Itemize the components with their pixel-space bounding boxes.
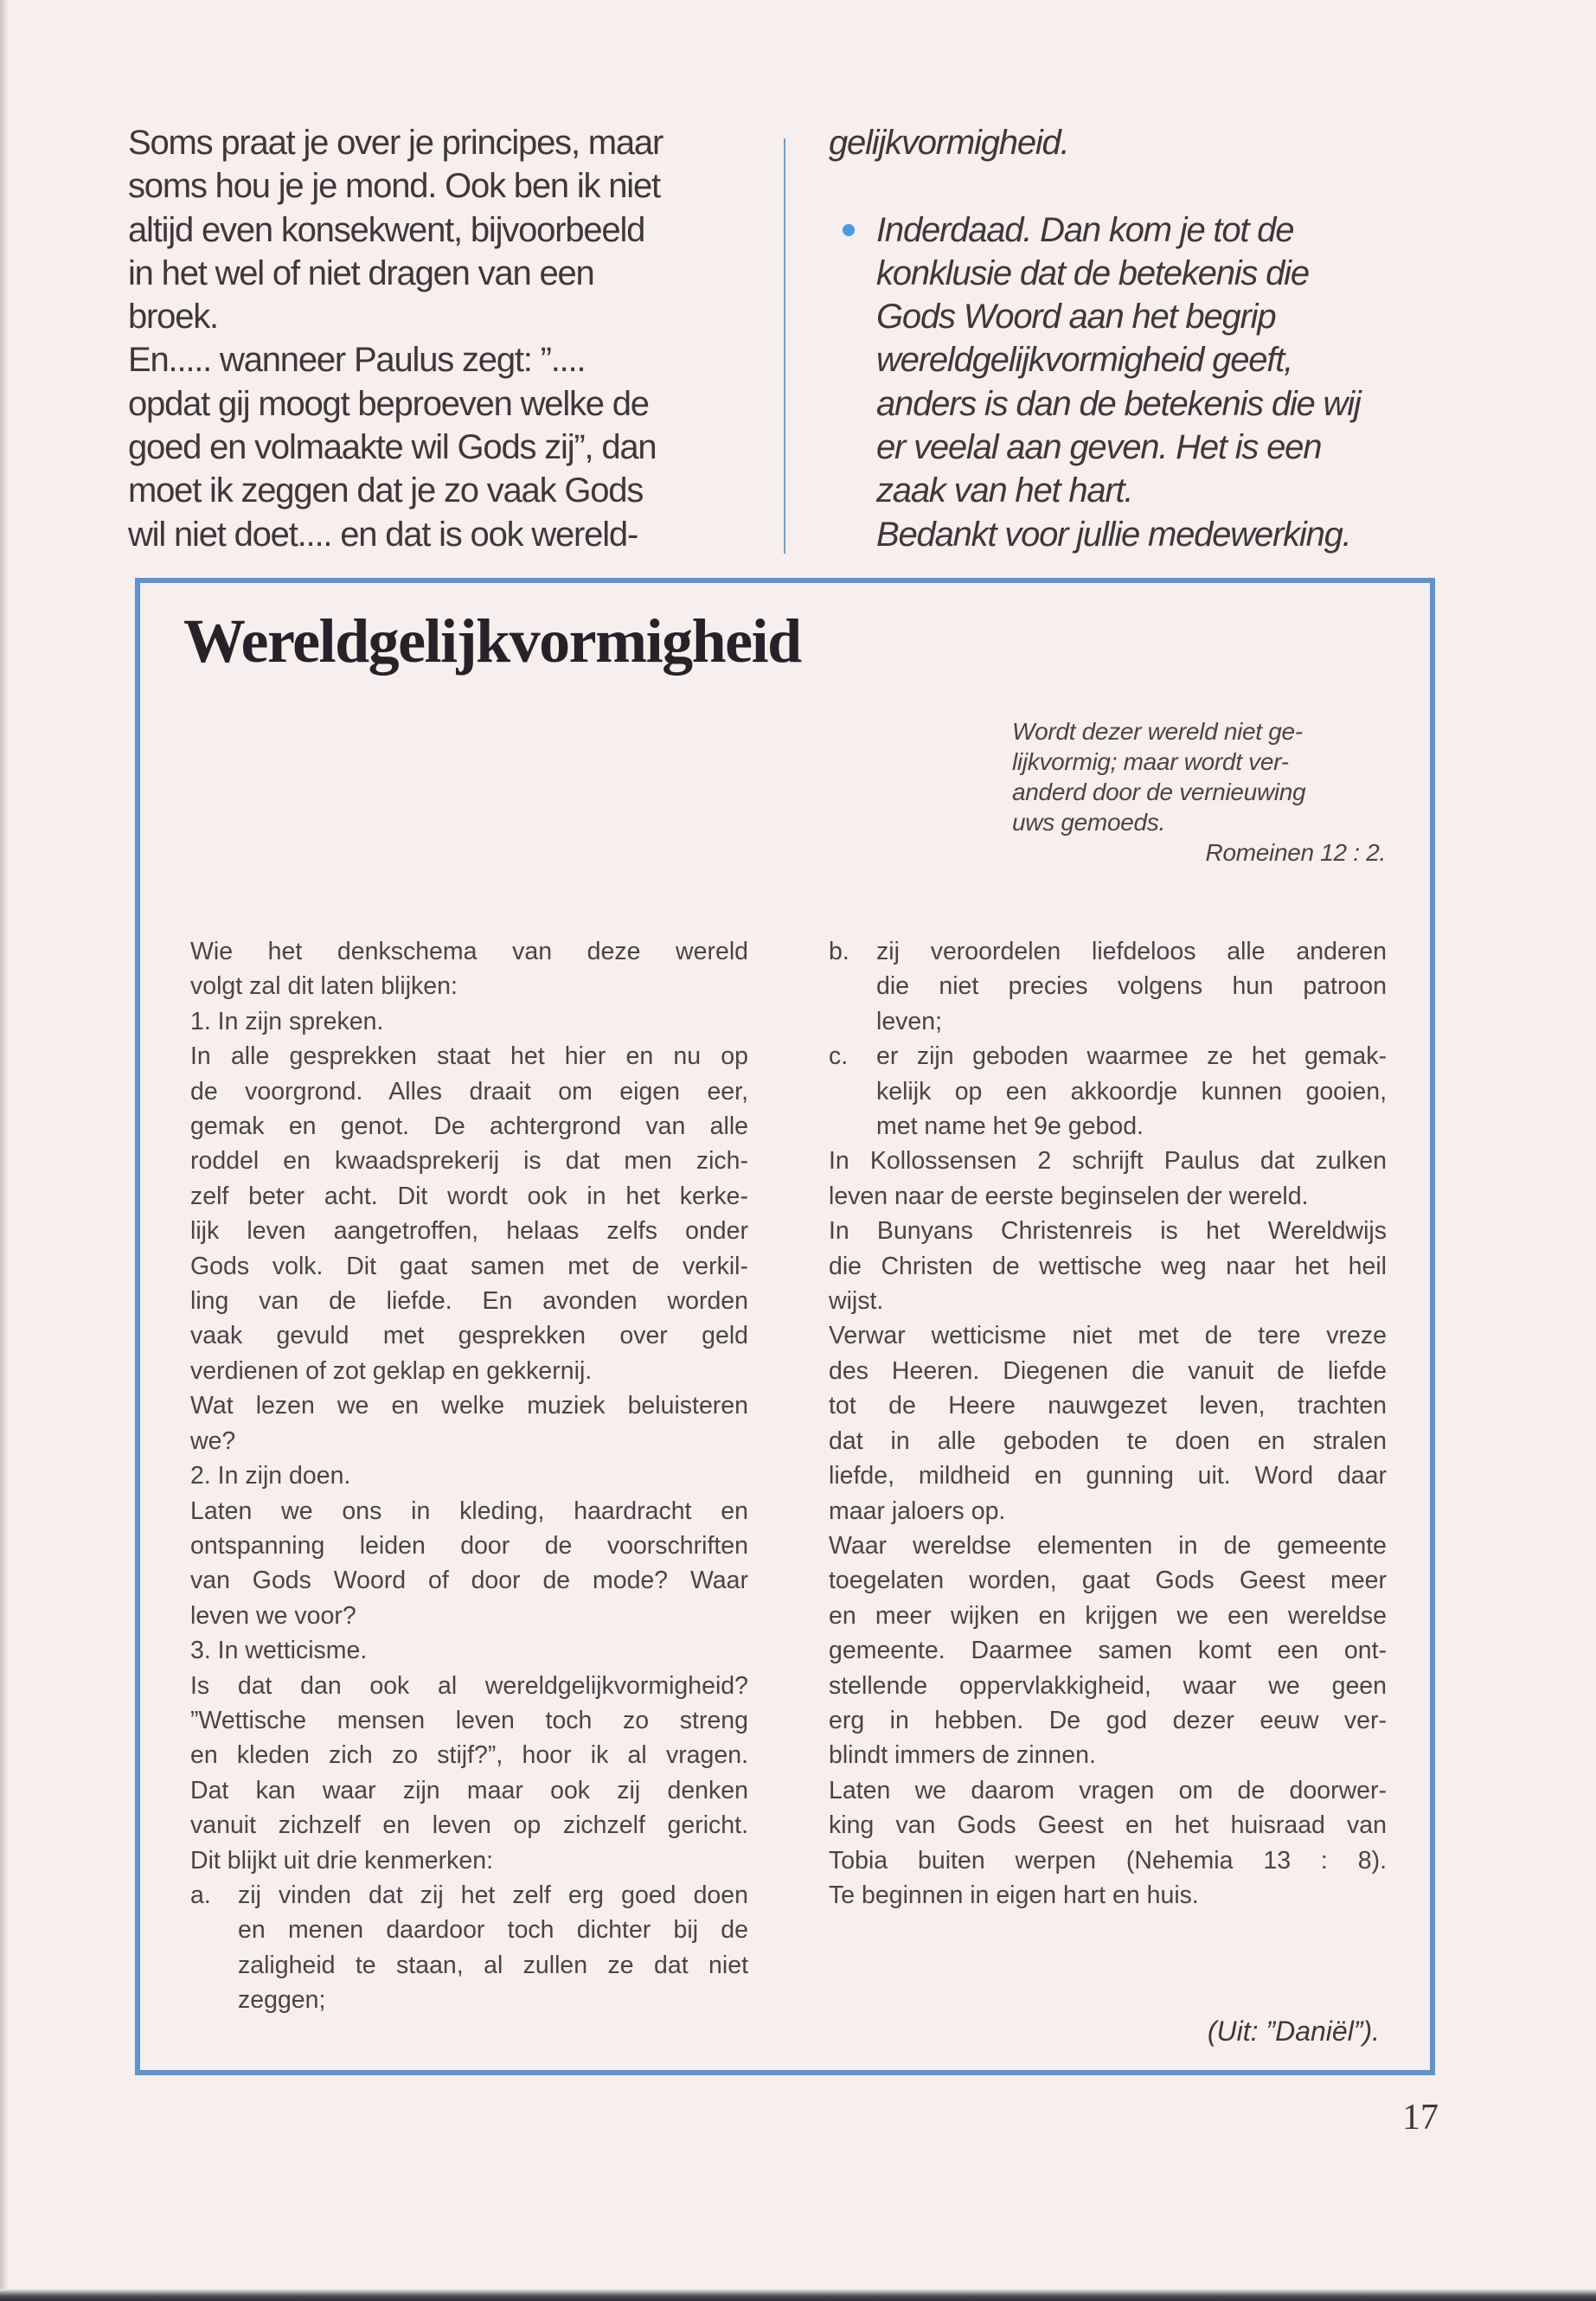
text-line: leven we voor? [190,1601,356,1630]
text-line: er zijn geboden waarmee ze het gemak- [876,1042,1387,1071]
text-line: en meer wijken en krijgen we een wereldse [829,1601,1387,1630]
blank-line [829,164,1452,208]
text-line: die niet precies volgens hun patroon [876,972,1387,1001]
page-edge-shadow [0,0,9,2301]
text-line: gelijkvormigheid. [829,124,1069,162]
text-line: kelijk op een akkoordje kunnen gooien, [876,1077,1387,1106]
text-line: wereldgelijkvormigheid geeft, [876,341,1293,380]
text-line: gemeente. Daarmee samen komt een ont- [829,1637,1387,1665]
text-line: ling van de liefde. En avonden worden [190,1287,748,1316]
text-line: ontspanning leiden door de voorschriften [190,1531,748,1560]
text-line: 2. In zijn doen. [190,1462,351,1490]
text-line: gemak en genot. De achtergrond van alle [190,1112,748,1141]
text-line: Bedankt voor jullie medewerking. [876,515,1351,554]
bullet-icon [843,224,855,236]
text-line: des Heeren. Diegenen die vanuit de liefde [829,1356,1387,1385]
text-line: altijd even konsekwent, bijvoorbeeld [128,210,645,249]
text-line: lijk leven aangetroffen, helaas zelfs onder [190,1217,748,1246]
article-title: Wereldgelijkvormigheid [183,606,801,676]
text-line: En..... wanneer Paulus zegt: ”.... [128,341,586,380]
text-line: anderd door de vernieuwing [1012,779,1306,805]
text-line: vanuit zichzelf en leven op zichzelf gericht. [190,1811,748,1840]
text-line: en menen daardoor toch dichter bij de [238,1916,748,1945]
page-number: 17 [1402,2098,1439,2138]
text-line: Gods Woord aan het begrip [876,298,1276,336]
text-line: volgt zal dit laten blijken: [190,972,458,1001]
text-line: Laten we daarom vragen om de doorwer- [829,1776,1387,1804]
text-line: Waar wereldse elementen in de gemeente [829,1531,1387,1560]
text-line: Soms praat je over je principes, maar [128,124,663,162]
text-line: vaak gevuld met gesprekken over geld [190,1322,748,1350]
article-right-column [829,934,1387,1913]
text-line: wil niet doet.... en dat is ook wereld- [128,515,638,554]
scripture-reference: Romeinen 12 : 2. [1205,839,1386,866]
top-left-column [128,121,751,556]
text-line: 3. In wetticisme. [190,1637,368,1665]
text-line: zelf beter acht. Dit wordt ook in het kerke- [190,1182,748,1210]
text-line: anders is dan de betekenis die wij [876,384,1361,423]
text-line: Tobia buiten werpen (Nehemia 13 : 8). [829,1846,1387,1875]
text-line: stellende oppervlakkigheid, waar we geen [829,1671,1387,1700]
text-line: dat in alle geboden te doen en stralen [829,1426,1387,1455]
text-line: van Gods Woord of door de mode? Waar [190,1567,748,1595]
text-line: tot de Heere nauwgezet leven, trachten [829,1392,1387,1420]
text-line: Dit blijkt uit drie kenmerken: [190,1846,494,1875]
text-line: Wie het denkschema van deze wereld [190,938,748,965]
text-line: Laten we ons in kleding, haardracht en [190,1497,748,1525]
text-line: uws gemoeds. [1012,809,1165,836]
text-line: goed en volmaakte wil Gods zij”, dan [128,428,657,467]
text-line: die Christen de wettische weg naar het heil [829,1252,1387,1280]
list-marker: c. [829,1042,849,1071]
bullet-paragraph [829,208,1452,556]
text-line: 1. In zijn spreken. [190,1007,384,1035]
text-line: Gods volk. Dit gaat samen met de verkil- [190,1252,748,1280]
text-line: zij veroordelen liefdeloos alle anderen [876,938,1387,965]
paragraph [190,934,748,1004]
paragraph [829,1214,1387,1318]
text-line: leven naar de eerste beginselen der wereld. [829,1182,1309,1210]
list-marker: a. [190,1881,211,1909]
text-line: Verwar wetticisme niet met de tere vreze [829,1322,1387,1350]
text-line: zeggen; [238,1986,326,2015]
text-line: konklusie dat de betekenis die [876,253,1309,292]
text-line: king van Gods Geest en het huisraad van [829,1811,1387,1840]
list-item [190,1878,748,2018]
paragraph [190,1494,748,1634]
text-line: soms hou je je mond. Ook ben ik niet [128,167,660,206]
paragraph [190,1004,748,1039]
text-line: toegelaten worden, gaat Gods Geest meer [829,1567,1387,1595]
paragraph [190,1633,748,1668]
text-line: en kleden zich zo stijf?”, hoor ik al vragen. [190,1741,748,1770]
text-line: In Bunyans Christenreis is het Wereldwijs [829,1217,1387,1246]
paragraph [829,1773,1387,1913]
paragraph [190,1458,748,1493]
list-item [829,1039,1387,1144]
list-item [829,934,1387,1039]
text-line: opdat gij moogt beproeven welke de [128,384,649,423]
text-line: er veelal aan geven. Het is een [876,428,1322,467]
text-line: zaak van het hart. [876,471,1133,510]
text-line: Dat kan waar zijn maar ook zij denken [190,1776,748,1804]
page-bottom-edge [0,2289,1596,2301]
paragraph [190,1669,748,1878]
text-line: liefde, mildheid en gunning uit. Word daar [829,1462,1387,1490]
text-line: zaligheid te staan, al zullen ze dat niet [238,1951,748,1979]
scripture-quote [1012,716,1393,868]
text-line: Wat lezen we en welke muziek beluisteren [190,1392,748,1420]
text-line: in het wel of niet dragen van een [128,253,594,292]
text-line: Te beginnen in eigen hart en huis. [829,1881,1199,1909]
list-marker: b. [829,938,849,965]
text-line: verdienen of zot geklap en gekkernij. [190,1356,593,1385]
paragraph [829,1318,1387,1528]
text-line: Inderdaad. Dan kom je tot de [876,210,1294,249]
text-line: Wordt dezer wereld niet ge- [1012,718,1303,745]
text-line: we? [190,1426,236,1455]
text-line: moet ik zeggen dat je zo vaak Gods [128,471,644,510]
paragraph [829,1529,1387,1773]
paragraph [190,1388,748,1458]
text-line: erg in hebben. De god dezer eeuw ver- [829,1706,1387,1734]
text-line: de voorgrond. Alles draait om eigen eer, [190,1077,748,1106]
text-line: maar jaloers op. [829,1497,1006,1525]
text-line: In Kollossensen 2 schrijft Paulus dat zulken [829,1147,1387,1176]
text-line: Is dat dan ook al wereldgelijkvormigheid? [190,1671,748,1700]
article-left-column [190,934,748,2018]
column-divider [784,138,785,554]
text-line: zij vinden dat zij het zelf erg goed doen [238,1881,748,1909]
paragraph [829,1144,1387,1214]
text-line: ”Wettische mensen leven toch zo streng [190,1706,748,1734]
source-credit: (Uit: ”Daniël”). [1207,2016,1380,2047]
text-line: lijkvormig; maar wordt ver- [1012,748,1289,775]
text-line: broek. [128,298,218,336]
top-right-column [829,121,1452,556]
text-line: roddel en kwaadsprekerij is dat men zich- [190,1147,748,1176]
paragraph [190,1039,748,1388]
text-line: In alle gesprekken staat het hier en nu op [190,1042,748,1071]
text-line: leven; [876,1007,943,1035]
text-line: met name het 9e gebod. [876,1112,1144,1141]
text-line: blindt immers de zinnen. [829,1741,1096,1770]
text-line: wijst. [829,1287,884,1316]
